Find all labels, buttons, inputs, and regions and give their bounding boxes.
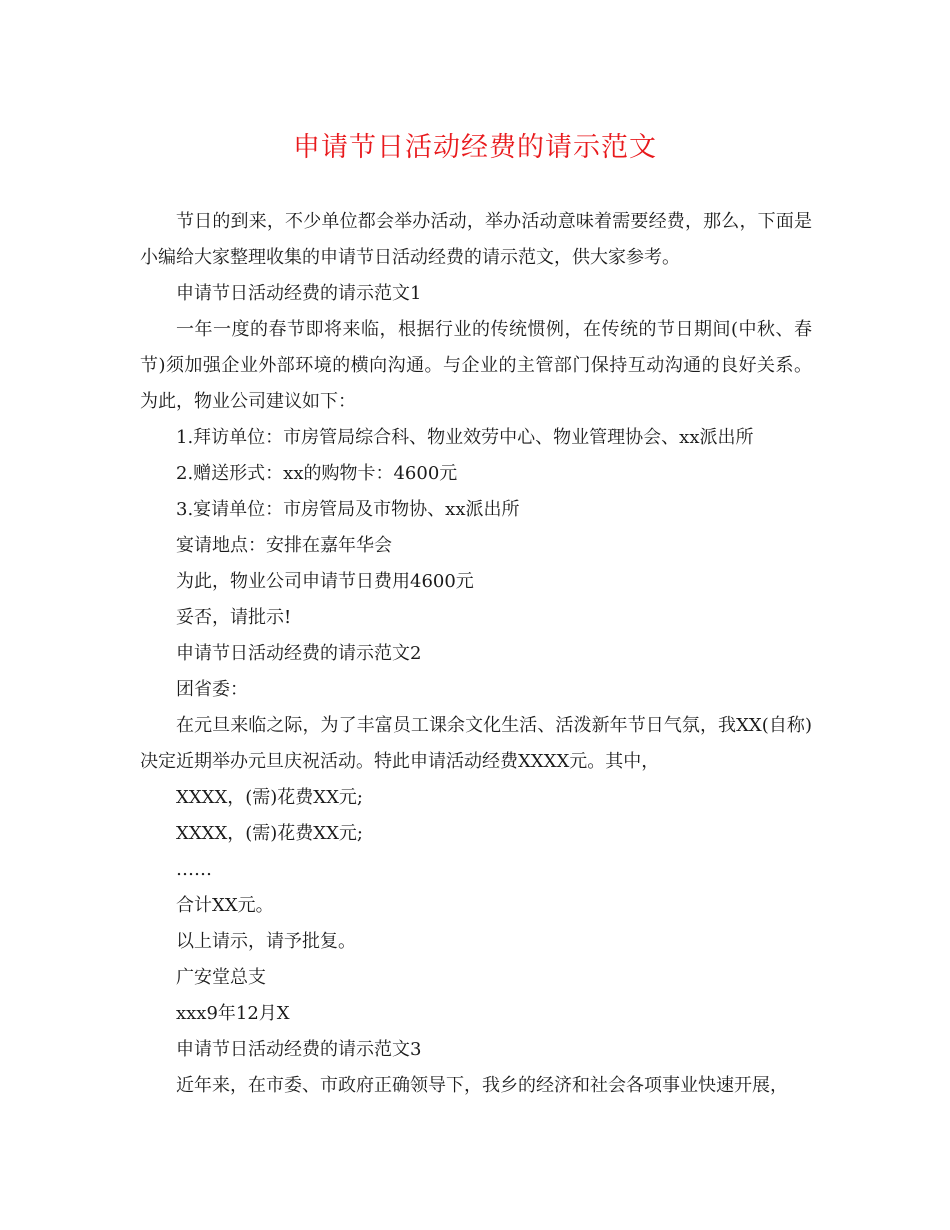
section-heading-2: 申请节日活动经费的请示范文2 (176, 643, 422, 664)
body-line: 宴请地点：安排在嘉年华会 (176, 535, 392, 556)
body-line: 为此，物业公司申请节日费用4600元 (176, 571, 474, 592)
date-line: xxx9年12月X (176, 1003, 290, 1024)
list-item: 1.拜访单位：市房管局综合科、物业效劳中心、物业管理协会、xx派出所 (176, 427, 754, 448)
signature-line: 广安堂总支 (176, 967, 266, 988)
document-body (140, 204, 812, 1104)
salutation: 团省委： (176, 679, 248, 700)
expense-line: XXXX，(需)花费XX元; (176, 823, 363, 844)
ellipsis-line: …… (176, 859, 212, 880)
document-title: 申请节日活动经费的请示范文 (293, 132, 657, 163)
section-heading-3: 申请节日活动经费的请示范文3 (176, 1039, 422, 1060)
body-paragraph: 一年一度的春节即将来临，根据行业的传统惯例，在传统的节日期间(中秋、春节)须加强企业外部环境的横向沟通。与企业的主管部门保持互动沟通的良好关系。为此，物业公司建议如下： (140, 319, 812, 412)
body-paragraph: 在元旦来临之际，为了丰富员工课余文化生活、活泼新年节日气氛，我XX(自称)决定近期举办元旦庆祝活动。特此申请活动经费XXXX元。其中， (140, 715, 812, 772)
expense-line: XXXX，(需)花费XX元; (176, 787, 363, 808)
body-line: 妥否，请批示! (176, 607, 292, 628)
intro-paragraph: 节日的到来，不少单位都会举办活动，举办活动意味着需要经费，那么，下面是小编给大家整理收集的申请节日活动经费的请示范文，供大家参考。 (140, 211, 812, 268)
list-item: 2.赠送形式：xx的购物卡：4600元 (176, 463, 458, 484)
section-heading-1: 申请节日活动经费的请示范文1 (176, 283, 422, 304)
list-item: 3.宴请单位：市房管局及市物协、xx派出所 (176, 499, 520, 520)
body-paragraph: 近年来，在市委、市政府正确领导下，我乡的经济和社会各项事业快速开展， (176, 1075, 788, 1096)
total-line: 合计XX元。 (176, 895, 274, 916)
closing-line: 以上请示，请予批复。 (176, 931, 356, 952)
